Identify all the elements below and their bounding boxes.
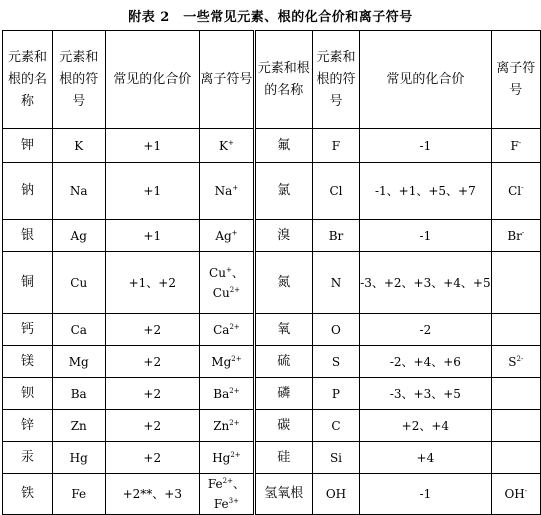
header-valence-right: 常见的化合价 (360, 31, 491, 129)
ion-charge: - (521, 228, 525, 237)
ion-base: Fe (207, 477, 223, 491)
ion-symbol (491, 220, 540, 252)
ion-base: Cu (212, 285, 230, 300)
common-valence: -3、+2、+3、+4、+5 (360, 252, 491, 314)
ion-base: OH (504, 487, 525, 501)
element-symbol: Fe (52, 474, 105, 515)
ion-base: Ca (213, 322, 230, 337)
ion-charge: + (225, 265, 232, 274)
header-valence-left: 常见的化合价 (105, 31, 200, 129)
ion-symbol (491, 346, 540, 378)
ion-charge: - (521, 184, 524, 192)
element-symbol: O (312, 314, 359, 346)
ion-symbol (200, 378, 255, 410)
common-valence: -3、+3、+5 (360, 378, 491, 410)
ion-base: Na (214, 184, 233, 198)
ion-symbol (200, 410, 255, 442)
element-name: 硅 (254, 442, 312, 474)
element-symbol: Ba (52, 378, 105, 410)
table-row (3, 474, 541, 515)
table-row (3, 378, 541, 410)
element-name: 钠 (3, 163, 53, 220)
common-valence: +2**、+3 (105, 474, 200, 515)
ion-base: Cu (209, 265, 226, 280)
table-row (3, 129, 541, 163)
header-name-left: 元素和根的名称 (3, 31, 53, 129)
common-valence: -2、+4、+6 (360, 346, 491, 378)
element-symbol: C (312, 410, 359, 442)
ion-symbol (200, 252, 255, 314)
ion-charge: - (518, 138, 522, 147)
ion-symbol (491, 474, 540, 515)
common-valence: +4 (360, 442, 491, 474)
common-valence: -1、+1、+5、+7 (360, 163, 491, 220)
ion-base: Mg (211, 354, 232, 369)
ion-base: Ba (213, 386, 230, 401)
element-symbol: Na (52, 163, 105, 220)
element-name: 氯 (254, 163, 312, 220)
element-name: 磷 (254, 378, 312, 410)
ion-charge: 2+ (222, 477, 233, 485)
ion-symbol (491, 314, 540, 346)
element-name: 银 (3, 220, 53, 252)
ion-base: K (219, 138, 228, 153)
ion-base: Fe (213, 497, 229, 511)
table-row (3, 346, 541, 378)
ion-symbol (491, 410, 540, 442)
ion-base: Cl (508, 184, 522, 198)
element-symbol: Hg (52, 442, 105, 474)
table-row (3, 442, 541, 474)
ion-base: Ag (215, 228, 232, 243)
common-valence: +2 (105, 442, 200, 474)
ion-base: Hg (212, 450, 231, 465)
ion-symbol (491, 442, 540, 474)
ion-base: Br (507, 228, 522, 243)
element-name: 钾 (3, 129, 53, 163)
element-symbol: P (312, 378, 359, 410)
ion-symbol (200, 474, 255, 515)
header-symbol-left: 元素和根的符号 (52, 31, 105, 129)
common-valence: +2 (105, 314, 200, 346)
ion-charge: 3+ (228, 497, 239, 505)
element-name: 汞 (3, 442, 53, 474)
element-symbol: Cl (312, 163, 359, 220)
ion-charge: 2+ (229, 418, 240, 427)
valence-table (2, 30, 541, 515)
common-valence: +2、+4 (360, 410, 491, 442)
header-symbol-right: 元素和根的符号 (312, 31, 359, 129)
common-valence: -1 (360, 474, 491, 515)
common-valence: +1 (105, 129, 200, 163)
element-name: 铜 (3, 252, 53, 314)
common-valence: +2 (105, 346, 200, 378)
ion-symbol (200, 163, 255, 220)
element-name: 锌 (3, 410, 53, 442)
ion-separator: 、 (232, 477, 245, 491)
element-name: 硫 (254, 346, 312, 378)
element-name: 钡 (3, 378, 53, 410)
ion-charge: 2+ (231, 354, 242, 363)
ion-base: F (510, 138, 519, 153)
element-symbol: Br (312, 220, 359, 252)
element-symbol: Ag (52, 220, 105, 252)
header-row (3, 31, 541, 129)
ion-symbol (491, 252, 540, 314)
element-name: 氧 (254, 314, 312, 346)
ion-symbol (491, 129, 540, 163)
table-row (3, 314, 541, 346)
ion-charge: 2+ (229, 322, 240, 331)
element-symbol: Si (312, 442, 359, 474)
ion-charge: + (231, 228, 238, 237)
element-symbol: Mg (52, 346, 105, 378)
ion-symbol (200, 220, 255, 252)
common-valence: -2 (360, 314, 491, 346)
header-ion-left: 离子符号 (200, 31, 255, 129)
element-name: 碳 (254, 410, 312, 442)
element-symbol: Ca (52, 314, 105, 346)
ion-charge: 2+ (229, 386, 240, 395)
ion-charge: - (524, 487, 528, 495)
element-symbol: F (312, 129, 359, 163)
header-name-right: 元素和根的名称 (254, 31, 312, 129)
ion-base: Zn (213, 418, 230, 433)
element-name: 溴 (254, 220, 312, 252)
table-title: 附表 2 一些常见元素、根的化合价和离子符号 (128, 10, 413, 25)
table-row (3, 252, 541, 314)
ion-symbol (200, 314, 255, 346)
ion-charge: + (227, 138, 234, 147)
element-name: 氟 (254, 129, 312, 163)
common-valence: -1 (360, 220, 491, 252)
ion-charge: + (232, 184, 239, 192)
ion-symbol (491, 163, 540, 220)
ion-charge: 2+ (229, 285, 241, 294)
table-row (3, 220, 541, 252)
common-valence: +1 (105, 220, 200, 252)
table-row (3, 163, 541, 220)
common-valence: +2 (105, 378, 200, 410)
ion-symbol (491, 378, 540, 410)
table-row (3, 410, 541, 442)
ion-base: S (508, 354, 517, 369)
element-symbol: Cu (52, 252, 105, 314)
common-valence: +1 (105, 163, 200, 220)
header-ion-right: 离子符号 (491, 31, 540, 129)
element-name: 氮 (254, 252, 312, 314)
common-valence: +2 (105, 410, 200, 442)
element-symbol: K (52, 129, 105, 163)
ion-symbol (200, 346, 255, 378)
element-symbol: Zn (52, 410, 105, 442)
element-name: 钙 (3, 314, 53, 346)
element-name: 铁 (3, 474, 53, 515)
ion-separator: 、 (231, 265, 244, 280)
element-symbol: S (312, 346, 359, 378)
element-name: 镁 (3, 346, 53, 378)
ion-symbol (200, 442, 255, 474)
common-valence: -1 (360, 129, 491, 163)
ion-charge: 2+ (230, 450, 241, 459)
element-symbol: N (312, 252, 359, 314)
ion-symbol (200, 129, 255, 163)
ion-charge: 2- (516, 354, 524, 363)
element-symbol: OH (312, 474, 359, 515)
common-valence: +1、+2 (105, 252, 200, 314)
element-name: 氢氧根 (254, 474, 312, 515)
